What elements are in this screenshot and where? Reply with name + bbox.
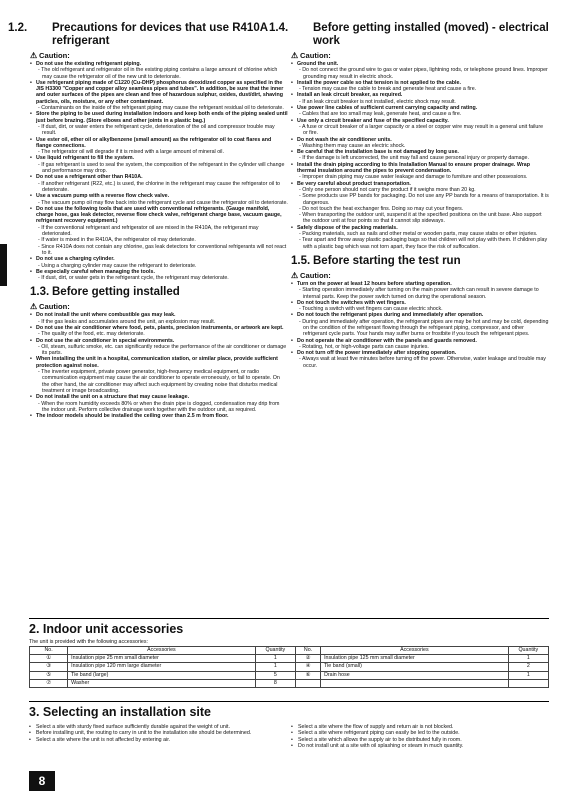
warning-triangle-icon: ⚠ (30, 302, 38, 312)
caution-text: Caution: (300, 51, 331, 60)
precaution-detail: - Washing them may cause an electric shock. (299, 142, 406, 149)
section-1-2-heading (8, 22, 288, 48)
site-requirement-item: • Select a site where refrigerant piping can easily be led to the outside. (291, 730, 549, 736)
caution-text: Caution: (39, 51, 70, 60)
section-2-heading: 2. Indoor unit accessories (29, 618, 549, 636)
table-row (30, 679, 549, 687)
row-number (296, 679, 321, 687)
precaution-item (30, 80, 288, 111)
precaution-heading: • Ground the unit. (297, 61, 339, 67)
precaution-item (291, 61, 549, 80)
precaution-heading: • Safely dispose of the packing materials. (297, 224, 398, 231)
precaution-detail: - Rotating, hot, or high-voltage parts can cause injuries. (299, 343, 429, 350)
precaution-list-1-5 (291, 281, 549, 369)
precaution-detail: - Since R410A does not contain any chlorine, gas leak detectors for conventional refrigerants will not react to it. (38, 243, 287, 256)
precaution-heading: • Do not wash the air conditioner units. (297, 136, 392, 143)
precaution-item (291, 105, 549, 118)
precaution-heading: • Do not install the unit on a structure that may cause leakage. (36, 394, 190, 401)
precaution-heading: • When installing the unit in a hospital, communication station, or similar place, provide sufficient protection against noise. (36, 356, 278, 369)
precaution-item (30, 325, 288, 338)
precaution-heading: • Use liquid refrigerant to fill the system. (36, 155, 135, 162)
precaution-item (30, 269, 288, 282)
precaution-detail: - Oil, steam, sulfuric smoke, etc. can significantly reduce the performance of the air conditioner or damage its parts. (38, 343, 287, 357)
section-number: 1.3. (30, 286, 50, 299)
warning-triangle-icon: ⚠ (291, 51, 299, 60)
edge-tab-marker (0, 244, 7, 286)
site-list-right (291, 724, 549, 750)
section-title: Before getting installed (52, 286, 180, 299)
caution-label (291, 51, 549, 60)
accessory-quantity: 1 (508, 655, 548, 663)
precaution-detail: - If water is mixed in the R410A, the refrigerator oil may deteriorate. (38, 237, 196, 244)
accessory-quantity: 1 (508, 671, 548, 679)
precaution-item (30, 356, 288, 394)
accessory-name (321, 679, 509, 687)
accessories-table (29, 646, 549, 688)
precaution-detail: - If the conventional refrigerant and refrigerator oil are mixed in the R410A, the refrigerant may deteriorated. (38, 224, 259, 238)
precaution-heading: • Be very careful about product transportation. (297, 180, 411, 187)
col-header-accessories: Accessories (321, 647, 509, 655)
precaution-detail: - The quality of the food, etc. may deteriorate. (38, 331, 145, 338)
section-number: 1.4. (269, 22, 289, 34)
warning-triangle-icon: ⚠ (30, 51, 38, 60)
precaution-item (291, 181, 549, 225)
section-title: Before starting the test run (313, 254, 461, 267)
row-number: ③ (30, 663, 68, 671)
precaution-item (291, 149, 549, 162)
col-header-quantity: Quantity (508, 647, 548, 655)
col-header-quantity: Quantity (255, 647, 295, 655)
table-row (30, 655, 549, 663)
site-requirement-item: • Select a site where the flow of supply and return air is not blocked. (291, 724, 549, 730)
precaution-detail: - If gas refrigerant is used to seal the system, the composition of the refrigerant in the cylinder will change and performance may drop. (38, 161, 285, 175)
row-number: ⑦ (30, 679, 68, 687)
accessory-name: Drain hose (321, 671, 509, 679)
section-1-5-heading (291, 255, 549, 268)
precaution-detail: - A fuse or circuit breaker of a larger capacity or a steel or copper wire may result in a general unit failure or fire. (299, 123, 544, 137)
precaution-heading: • Use refrigerant piping made of C1220 (Cu-DHP) phosphorus deoxidized copper as specified in the JIS H3300 "Copper and copper alloy seamless pipes and tubes". In addition, be sure that the inner and outer surfaces of the pipes are clean and free of hazardous sulphur, oxides, dust/dirt, shaving particles, oils, moisture, or any other contaminant. (36, 79, 284, 105)
section-1-3-heading (30, 286, 288, 299)
precaution-detail: - The refrigerator oil will degrade if it is mixed with a large amount of mineral oil. (38, 149, 224, 156)
caution-label (291, 271, 549, 280)
precaution-item (30, 312, 288, 325)
precaution-detail: - When transporting the outdoor unit, suspend it at the specified positions on the unit base. Also support the outdoor unit at four points so that it cannot slip sideways. (299, 212, 542, 225)
precaution-detail: - If an leak circuit breaker is not installed, electric shock may result. (299, 98, 456, 105)
precaution-heading: • Do not use the air conditioner in special environments. (36, 337, 175, 344)
section-1-4-heading (269, 22, 549, 48)
precaution-item (30, 111, 288, 136)
precaution-heading: • Install the power cable so that tension is not applied to the cable. (297, 79, 461, 86)
precaution-heading: • Turn on the power at least 12 hours before starting operation. (297, 280, 452, 287)
accessory-quantity: 2 (508, 663, 548, 671)
accessory-quantity: 1 (255, 663, 295, 671)
precaution-heading: • The indoor models should be installed the ceiling over than 2.5 m from floor. (36, 413, 229, 420)
precaution-detail: - When the room humidity exceeds 80% or when the drain pipe is clogged, condensation may drip from the indoor unit. Perform collective drainage work together with the outdoor unit, as required. (38, 400, 280, 413)
precaution-item (291, 300, 549, 313)
precaution-detail: - If another refrigerant (R22, etc.) is used, the chlorine in the refrigerant may cause the refrigerator oil to deteriorate. (38, 180, 281, 193)
precaution-detail: - Some products use PP bands for packaging. Do not use any PP bands for a means of transportation. It is dangerous. (299, 193, 549, 206)
accessories-intro: The unit is provided with the following accessories: (29, 639, 148, 645)
precaution-heading: • Do not install the unit where combustible gas may leak. (36, 312, 176, 319)
accessory-quantity: 5 (255, 671, 295, 679)
caution-label (30, 51, 288, 60)
accessory-name: Insulation pipe 125 mm small diameter (321, 655, 509, 663)
page-number: 8 (29, 771, 55, 791)
left-column (8, 22, 288, 420)
precaution-heading: • Install an leak circuit breaker, as required. (297, 92, 403, 99)
precaution-item (291, 350, 549, 369)
site-list-left (29, 724, 279, 743)
site-requirement-item: • Do not install unit at a site with oil splashing or steam in much quantity. (291, 743, 549, 749)
accessory-quantity: 8 (255, 679, 295, 687)
row-number: ⑥ (296, 671, 321, 679)
precaution-detail: - During and immediately after operation, the refrigerant pipes are may be hot and may be cold, depending on the condition of the refrigerant flowing through the refrigerant piping, compressor, and other refrigerant cycle parts. Your hands may suffer burns or frostbite if you touch the refrigerant pipes. (299, 318, 549, 338)
precaution-item (291, 312, 549, 337)
precaution-detail: - Only one person should not carry the product if it weighs more than 20 kg. (299, 186, 476, 193)
precaution-detail: - Do not touch the heat exchanger fins. Doing so may cut your fingers. (299, 205, 464, 212)
precaution-item (30, 338, 288, 357)
section-title: Before getting installed (moved) - electrical work (313, 22, 549, 47)
precaution-heading: • Do not use the air conditioner where food, pets, plants, precision instruments, or artwork are kept. (36, 324, 284, 331)
precaution-detail: - The vacuum pump oil may flow back into the refrigerant cycle and cause the refrigerator oil to deteriorate. (38, 199, 288, 206)
precaution-item (30, 256, 288, 269)
row-number: ① (30, 655, 68, 663)
col-header-accessories: Accessories (68, 647, 256, 655)
accessory-quantity: 1 (255, 655, 295, 663)
precaution-heading: • Do not use the following tools that are used with conventional refrigerants. (Gauge manifold, charge hose, gas leak detector, reverse flow check valve, refrigerant charge base, vacuum gauge, refrigerant recovery equipment.) (36, 205, 282, 225)
precaution-heading: • Use only a circuit breaker and fuse of the specified capacity. (297, 117, 449, 124)
precaution-item (291, 80, 549, 93)
precaution-list-1-2 (30, 61, 288, 281)
caution-label (30, 302, 288, 311)
site-requirement-item: • Select a site which allows the supply air to be distributed fully in room. (291, 737, 549, 743)
warning-triangle-icon: ⚠ (291, 270, 299, 280)
precaution-heading: • Do not turn off the power immediately after stopping operation. (297, 350, 457, 357)
right-column (269, 22, 549, 369)
precaution-item (30, 137, 288, 156)
precaution-detail: - If the damage is left uncorrected, the unit may fall and cause personal injury or property damage. (299, 155, 529, 162)
precaution-detail: - Using a charging cylinder may cause the refrigerant to deteriorate. (38, 262, 197, 269)
accessory-name: Insulation pipe 120 mm large diameter (68, 663, 256, 671)
precaution-detail: - Packing materials, such as nails and other metal or wooden parts, may cause stabs or other injuries. (299, 231, 538, 238)
precaution-item (30, 394, 288, 413)
precaution-item (30, 155, 288, 174)
caution-text: Caution: (39, 302, 70, 312)
precaution-detail: - The old refrigerant and refrigerator oil in the existing piping contains a large amount of chlorine which may cause the refrigerator oil of the new unit to deteriorate. (38, 67, 278, 80)
section-title: Precautions for devices that use R410A refrigerant (52, 22, 268, 47)
precaution-detail: - The inverter equipment, private power generator, high-frequency medical equipment, or radio communication equipment may cause the air conditioner to operate erroneously, or fail to operate. On the other hand, the air conditioner may affect such equipment by creating noise that disturbs medical treatment or image broadcasting. (38, 369, 280, 394)
section-number: 1.2. (8, 22, 28, 34)
precaution-detail: - If dust, dirt, or water enters the refrigerant cycle, deterioration of the oil and compressor trouble may result. (38, 123, 275, 137)
precaution-item (291, 225, 549, 250)
accessory-name: Tie band (small) (321, 663, 509, 671)
precaution-list-1-3 (30, 312, 288, 419)
site-requirement-item: • Select a site where the unit is not affected by entering air. (29, 737, 279, 743)
precaution-item (30, 206, 288, 256)
col-header-no: No. (296, 647, 321, 655)
section-number: 1.5. (291, 254, 311, 267)
precaution-heading: • Do not use a charging cylinder. (36, 256, 115, 263)
precaution-heading: • Be especially careful when managing the tools. (36, 268, 155, 275)
precaution-heading: • Do not touch the refrigerant pipes during and immediately after operation. (297, 312, 484, 319)
precaution-heading: • Do not use the existing refrigerant piping. (36, 61, 142, 67)
precaution-heading: • Use power line cables of sufficient current carrying capacity and rating. (297, 105, 478, 112)
precaution-detail: - Touching a switch with wet fingers can cause electric shock. (299, 306, 443, 313)
col-header-no: No. (30, 647, 68, 655)
table-row (30, 671, 549, 679)
site-requirement-item: • Before installing unit, the routing to carry in unit to the installation site should be determined. (29, 730, 279, 736)
precaution-item (291, 338, 549, 351)
precaution-list-1-4 (291, 61, 549, 250)
precaution-item (291, 118, 549, 137)
accessory-name: Tie band (large) (68, 671, 256, 679)
precaution-detail: - Tear apart and throw away plastic packaging bags so that children will not play with them. If children play with a plastic bag which was not torn apart, they face the risk of suffocation. (299, 237, 548, 250)
precaution-item (291, 281, 549, 300)
precaution-detail: - Starting operation immediately after turning on the main power switch can result in severe damage to internal parts. Keep the power switch turned on during the operational season. (299, 287, 539, 300)
table-row (30, 663, 549, 671)
precaution-heading: • Install the drain piping according to this Installation Manual to ensure proper drainage. Wrap thermal insulation around the pipes to prevent condensation. (297, 161, 530, 175)
precaution-detail: - Cables that are too small may leak, generate heat, and cause a fire. (299, 111, 462, 118)
precaution-item (291, 162, 549, 181)
precaution-heading: • Do not use a refrigerant other than R410A. (36, 174, 143, 181)
precaution-heading: • Do not touch the switches with wet fingers. (297, 299, 406, 306)
precaution-item (291, 137, 549, 150)
row-number: ④ (296, 663, 321, 671)
precaution-item (30, 193, 288, 206)
site-requirement-item: • Select a site with sturdy fixed surface sufficiently durable against the weight of unit. (29, 724, 279, 730)
precaution-detail: - If dust, dirt, or water gets in the refrigerant cycle, the refrigerant may deteriorate. (38, 275, 229, 282)
precaution-heading: • Store the piping to be used during installation indoors and keep both ends of the piping sealed until just before brazing. (Store elbows and other joints in a plastic bag.) (36, 111, 288, 124)
precaution-detail: - If the gas leaks and accumulates around the unit, an explosion may result. (38, 318, 216, 325)
accessory-name: Washer (68, 679, 256, 687)
precaution-item (30, 413, 288, 419)
table-header-row (30, 647, 549, 655)
section-3-heading: 3. Selecting an installation site (29, 701, 549, 719)
precaution-detail: - Tension may cause the cable to break and generate heat and cause a fire. (299, 86, 477, 93)
precaution-detail: - Always wait at least five minutes before turning off the power. Otherwise, water leakage and trouble may occur. (299, 356, 546, 369)
precaution-heading: • Do not operate the air conditioner with the panels and guards removed. (297, 337, 477, 344)
precaution-item (30, 174, 288, 193)
precaution-heading: • Use a vacuum pump with a reverse flow check valve. (36, 193, 170, 200)
row-number: ② (296, 655, 321, 663)
precaution-detail: - Improper drain piping may cause water leakage and damage to furniture and other possessions. (299, 174, 528, 181)
accessory-name: Insulation pipe 25 mm small diameter (68, 655, 256, 663)
row-number: ⑤ (30, 671, 68, 679)
precaution-detail: - Do not connect the ground wire to gas or water pipes, lightning rods, or telephone ground lines. Improper grounding may result in electric shock. (299, 67, 548, 80)
precaution-item (291, 92, 549, 105)
caution-text: Caution: (300, 270, 331, 280)
precaution-heading: • Use ester oil, ether oil or alkylbenzene (small amount) as the refrigerator oil to coat flares and flange connections. (36, 136, 272, 149)
accessory-quantity (508, 679, 548, 687)
precaution-heading: • Be careful that the installation base is not damaged by long use. (297, 149, 459, 156)
precaution-detail: - Contaminants on the inside of the refrigerant piping may cause the refrigerant residual oil to deteriorate. (38, 105, 284, 112)
precaution-item (30, 61, 288, 80)
